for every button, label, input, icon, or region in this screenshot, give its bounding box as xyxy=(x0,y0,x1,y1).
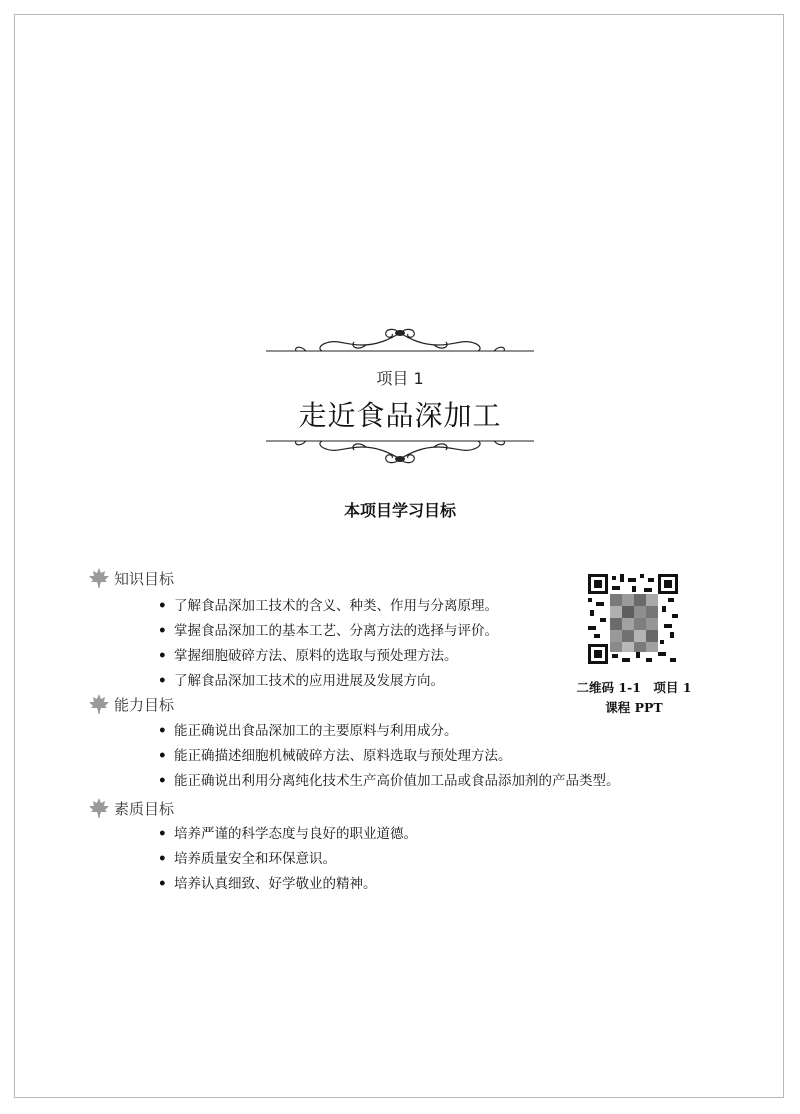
page-frame xyxy=(14,14,784,1098)
section-heading-quality xyxy=(88,796,174,820)
bullet-icon: • xyxy=(158,876,167,892)
section-heading-ability xyxy=(88,692,174,716)
list-item: • 能正确描述细胞机械破碎方法、原料选取与预处理方法。 xyxy=(158,744,620,769)
qr-caption xyxy=(560,678,708,718)
bullet-icon: • xyxy=(158,773,167,789)
section-heading-label: 知识目标 xyxy=(114,569,175,588)
list-item: • 能正确说出食品深加工的主要原料与利用成分。 xyxy=(158,719,620,744)
qr-caption-line1: 二维码 1-1 项目 1 xyxy=(576,680,692,695)
list-item: • 掌握细胞破碎方法、原料的选取与预处理方法。 xyxy=(158,644,498,669)
bullet-icon: • xyxy=(158,851,167,867)
maple-leaf-icon xyxy=(88,693,110,715)
knowledge-objectives-list xyxy=(158,594,498,694)
quality-objectives-list xyxy=(158,822,417,897)
bullet-icon: • xyxy=(158,826,167,842)
project-title: 走近食品深加工 xyxy=(298,399,502,432)
qr-caption-line2: 课程 PPT xyxy=(605,700,663,715)
bullet-icon: • xyxy=(158,748,167,764)
section-heading-label: 素质目标 xyxy=(114,799,175,818)
ornament-divider-top xyxy=(266,325,534,359)
bullet-icon: • xyxy=(158,598,167,614)
ability-objectives-list xyxy=(158,719,620,794)
section-heading-label: 能力目标 xyxy=(114,695,175,714)
bullet-icon: • xyxy=(158,673,167,689)
objectives-heading: 本项目学习目标 xyxy=(343,501,456,520)
list-item: • 了解食品深加工技术的应用进展及发展方向。 xyxy=(158,669,498,694)
list-item: • 掌握食品深加工的基本工艺、分离方法的选择与评价。 xyxy=(158,619,498,644)
qr-code-icon[interactable] xyxy=(588,574,678,664)
ornament-divider-bottom xyxy=(266,433,534,467)
project-label: 项目 1 xyxy=(376,369,424,388)
bullet-icon: • xyxy=(158,623,167,639)
maple-leaf-icon xyxy=(88,567,110,589)
maple-leaf-icon xyxy=(88,797,110,819)
bullet-icon: • xyxy=(158,648,167,664)
list-item: • 了解食品深加工技术的含义、种类、作用与分离原理。 xyxy=(158,594,498,619)
section-heading-knowledge xyxy=(88,566,174,590)
list-item: • 培养认真细致、好学敬业的精神。 xyxy=(158,872,417,897)
list-item: • 培养质量安全和环保意识。 xyxy=(158,847,417,872)
list-item: • 能正确说出利用分离纯化技术生产高价值加工品或食品添加剂的产品类型。 xyxy=(158,769,620,794)
bullet-icon: • xyxy=(158,723,167,739)
list-item: • 培养严谨的科学态度与良好的职业道德。 xyxy=(158,822,417,847)
